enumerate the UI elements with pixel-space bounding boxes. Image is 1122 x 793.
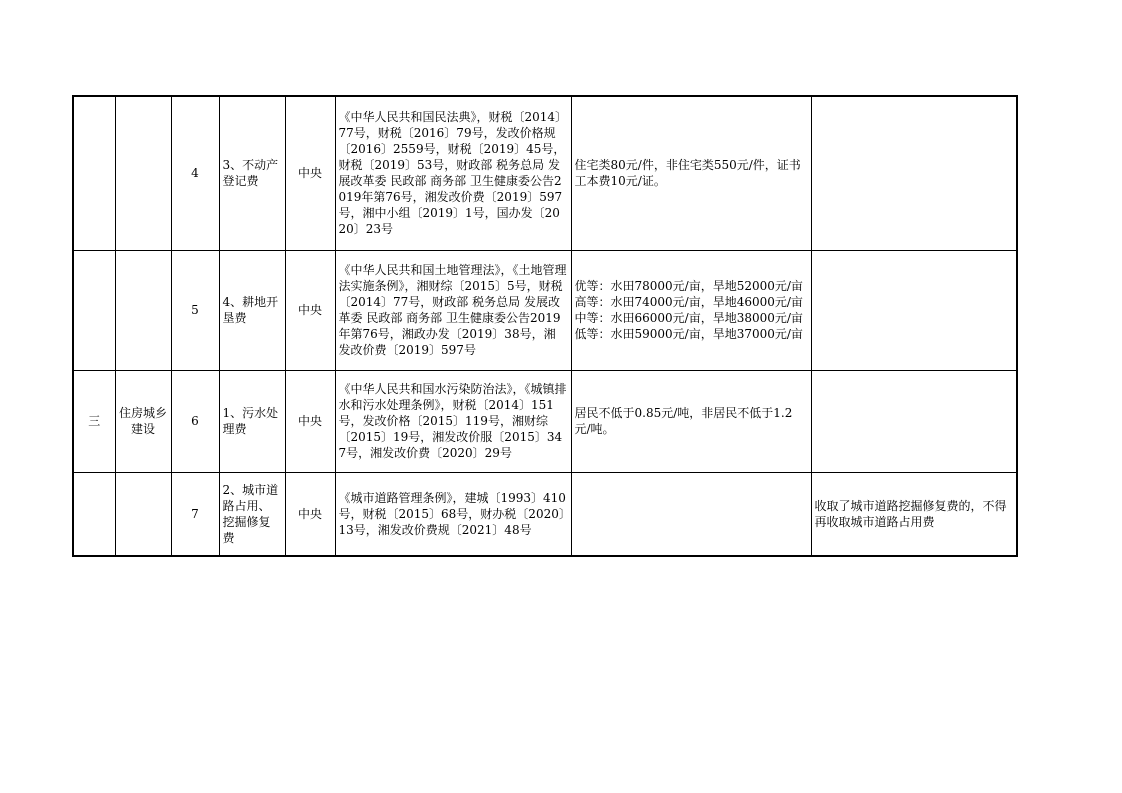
item-name-cell: 4、耕地开垦费 [219, 250, 285, 370]
table-row [73, 472, 1017, 556]
category-number-cell: 三 [73, 370, 115, 472]
sequence-cell: 6 [171, 370, 219, 472]
category-cell: 住房城乡建设 [115, 370, 171, 472]
table-row [73, 96, 1017, 250]
item-name-cell: 1、污水处理费 [219, 370, 285, 472]
policy-basis-cell: 《中华人民共和国民法典》，财税〔2014〕77号，财税〔2016〕79号，发改价格规〔2016〕2559号，财税〔2019〕45号，财税〔2019〕53号，财政部 税务总局 发展改革委 民政部 商务部 卫生健康委公告2019年第76号，湘发改价费〔2019〕597号，湘中小组〔2019〕1号，国办发〔2020〕23号 [335, 96, 571, 250]
category-cell [115, 472, 171, 556]
authority-level-cell: 中央 [285, 96, 335, 250]
charging-standard-cell: 住宅类80元/件，非住宅类550元/件，证书工本费10元/证。 [571, 96, 811, 250]
remark-cell: 收取了城市道路挖掘修复费的，不得再收取城市道路占用费 [811, 472, 1017, 556]
policy-basis-cell: 《中华人民共和国土地管理法》，《土地管理法实施条例》，湘财综〔2015〕5号，财税〔2014〕77号，财政部 税务总局 发展改革委 民政部 商务部 卫生健康委公告2019年第76号，湘政办发〔2019〕38号，湘发改价费〔2019〕597号 [335, 250, 571, 370]
policy-basis-cell: 《中华人民共和国水污染防治法》，《城镇排水和污水处理条例》，财税〔2014〕151号，发改价格〔2015〕119号，湘财综〔2015〕19号，湘发改价服〔2015〕347号，湘发改价费〔2020〕29号 [335, 370, 571, 472]
category-number-cell [73, 96, 115, 250]
charging-standard-cell: 优等：水田78000元/亩，旱地52000元/亩 高等：水田74000元/亩，旱地46000元/亩 中等：水田66000元/亩，旱地38000元/亩 低等：水田59000元/亩，旱地37000元/亩 [571, 250, 811, 370]
item-name-cell: 2、城市道路占用、挖掘修复费 [219, 472, 285, 556]
category-number-cell [73, 472, 115, 556]
category-cell [115, 250, 171, 370]
remark-cell [811, 250, 1017, 370]
charging-standard-cell [571, 472, 811, 556]
category-cell [115, 96, 171, 250]
authority-level-cell: 中央 [285, 370, 335, 472]
charging-standard-cell: 居民不低于0.85元/吨，非居民不低于1.2元/吨。 [571, 370, 811, 472]
table-row [73, 370, 1017, 472]
item-name-cell: 3、不动产登记费 [219, 96, 285, 250]
remark-cell [811, 370, 1017, 472]
sequence-cell: 4 [171, 96, 219, 250]
table-row [73, 250, 1017, 370]
sequence-cell: 5 [171, 250, 219, 370]
fee-table [72, 95, 1018, 557]
remark-cell [811, 96, 1017, 250]
authority-level-cell: 中央 [285, 472, 335, 556]
sequence-cell: 7 [171, 472, 219, 556]
authority-level-cell: 中央 [285, 250, 335, 370]
category-number-cell [73, 250, 115, 370]
policy-basis-cell: 《城市道路管理条例》，建城〔1993〕410号，财税〔2015〕68号，财办税〔2020〕13号，湘发改价费规〔2021〕48号 [335, 472, 571, 556]
